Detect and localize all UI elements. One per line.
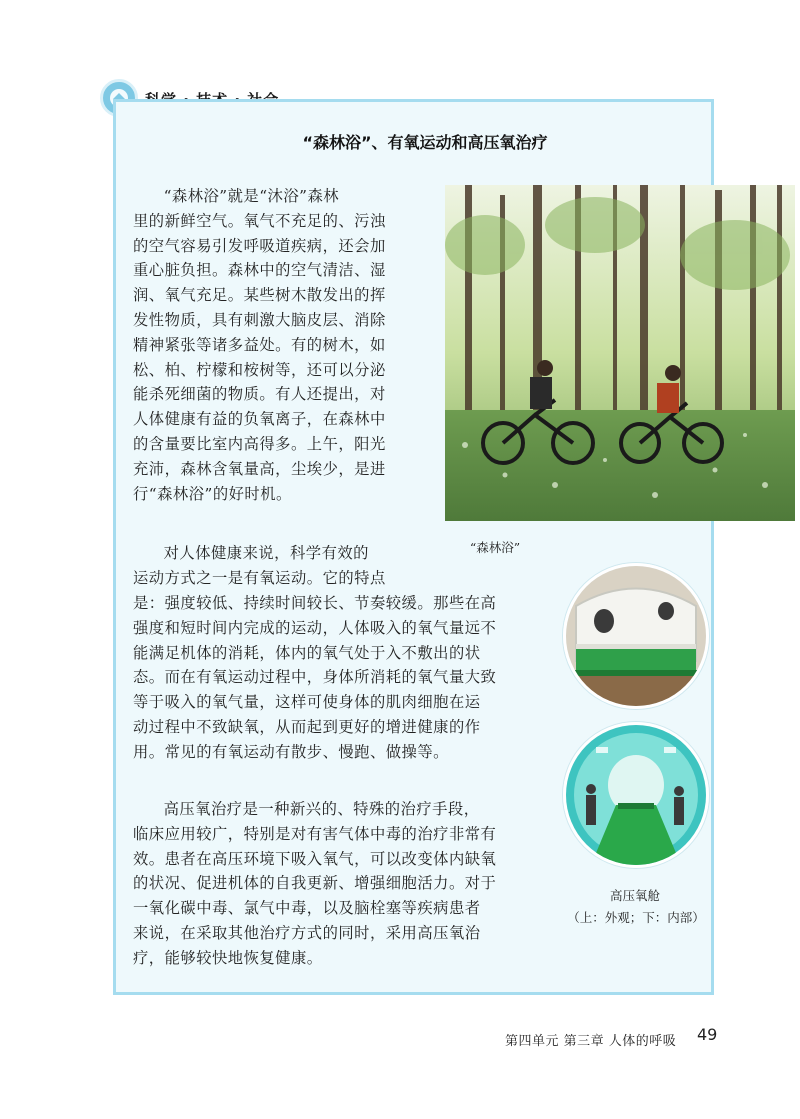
- text-line: 疗，能够较快地恢复健康。: [133, 948, 323, 967]
- paragraph-1-lines: [133, 184, 433, 506]
- paragraph-3: [133, 797, 563, 971]
- text-line: 效。患者在高压环境下吸入氧气，可以改变体内缺氧: [133, 849, 497, 868]
- text-line: 发性物质，具有刺激大脑皮层、消除: [133, 310, 386, 329]
- footer-chapter: 第四单元 第三章 人体的呼吸: [505, 1034, 677, 1049]
- text-line: 强度和短时间内完成的运动，人体吸入的氧气量远不: [133, 618, 497, 637]
- text-line: 人体健康有益的负氧离子，在森林中: [133, 410, 386, 429]
- text-line: 的空气容易引发呼吸道疾病，还会加: [133, 236, 386, 255]
- page-number: 49: [697, 1025, 718, 1044]
- oxygen-chamber-caption-sub: （上：外观；下：内部）: [567, 910, 705, 925]
- text-line: 里的新鲜空气。氧气不充足的、污浊: [133, 211, 386, 230]
- text-line: 的含量要比室内高得多。上午，阳光: [133, 434, 386, 453]
- text-line: 充沛，森林含氧量高，尘埃少，是进: [133, 459, 386, 478]
- forest-bath-caption: “森林浴”: [469, 540, 521, 555]
- text-line: 临床应用较广，特别是对有害气体中毒的治疗非常有: [133, 824, 497, 843]
- text-line: 态。而在有氧运动过程中，身体所消耗的氧气量大致: [133, 668, 497, 687]
- text-line: 能杀死细菌的物质。有人还提出，对: [133, 385, 386, 404]
- forest-bath-photo: [445, 185, 795, 521]
- paragraph-2-lines: [133, 591, 553, 765]
- text-line: 动过程中不致缺氧，从而起到更好的增进健康的作: [133, 717, 481, 736]
- text-line: 行“森林浴”的好时机。: [133, 484, 292, 503]
- text-line: “森林浴”就是“沐浴”森林: [163, 187, 340, 205]
- text-line: 能满足机体的消耗，体内的氧气处于入不敷出的状: [133, 643, 481, 662]
- text-line: 一氧化碳中毒、氯气中毒，以及脑栓塞等疾病患者: [133, 899, 481, 918]
- oxygen-chamber-exterior-photo: [563, 563, 709, 709]
- text-line: 等于吸入的氧气量，这样可使身体的肌肉细胞在运: [133, 693, 481, 712]
- text-line: 的状况、促进机体的自我更新、增强细胞活力。对于: [133, 874, 497, 893]
- oxygen-chamber-interior-photo: [563, 722, 709, 868]
- text-line: 运动方式之一是有氧运动。它的特点: [133, 568, 386, 587]
- text-line: 高压氧治疗是一种新兴的、特殊的治疗手段，: [163, 800, 480, 818]
- text-line: 是：强度较低、持续时间较长、节奏较缓。那些在高: [133, 594, 497, 612]
- paragraph-1: [133, 184, 433, 506]
- text-line: 精神紧张等诸多益处。有的树木，如: [133, 335, 386, 354]
- text-line: 来说，在采取其他治疗方式的同时，采用高压氧治: [133, 923, 481, 942]
- article-title: “森林浴”、有氧运动和高压氧治疗: [302, 133, 548, 152]
- text-line: 对人体健康来说，科学有效的: [163, 544, 369, 562]
- oxygen-chamber-caption-title: 高压氧舱: [609, 888, 660, 903]
- text-line: 松、柏、柠檬和桉树等，还可以分泌: [133, 360, 386, 379]
- paragraph-2: [133, 591, 553, 765]
- paragraph-2-intro-lines: [133, 541, 433, 591]
- text-line: 润、氧气充足。某些树木散发出的挥: [133, 286, 386, 305]
- paragraph-2-intro: [133, 541, 433, 591]
- text-line: 用。常见的有氧运动有散步、慢跑、做操等。: [133, 742, 449, 761]
- paragraph-3-lines: [133, 797, 563, 971]
- text-line: 重心脏负担。森林中的空气清洁、湿: [133, 261, 386, 280]
